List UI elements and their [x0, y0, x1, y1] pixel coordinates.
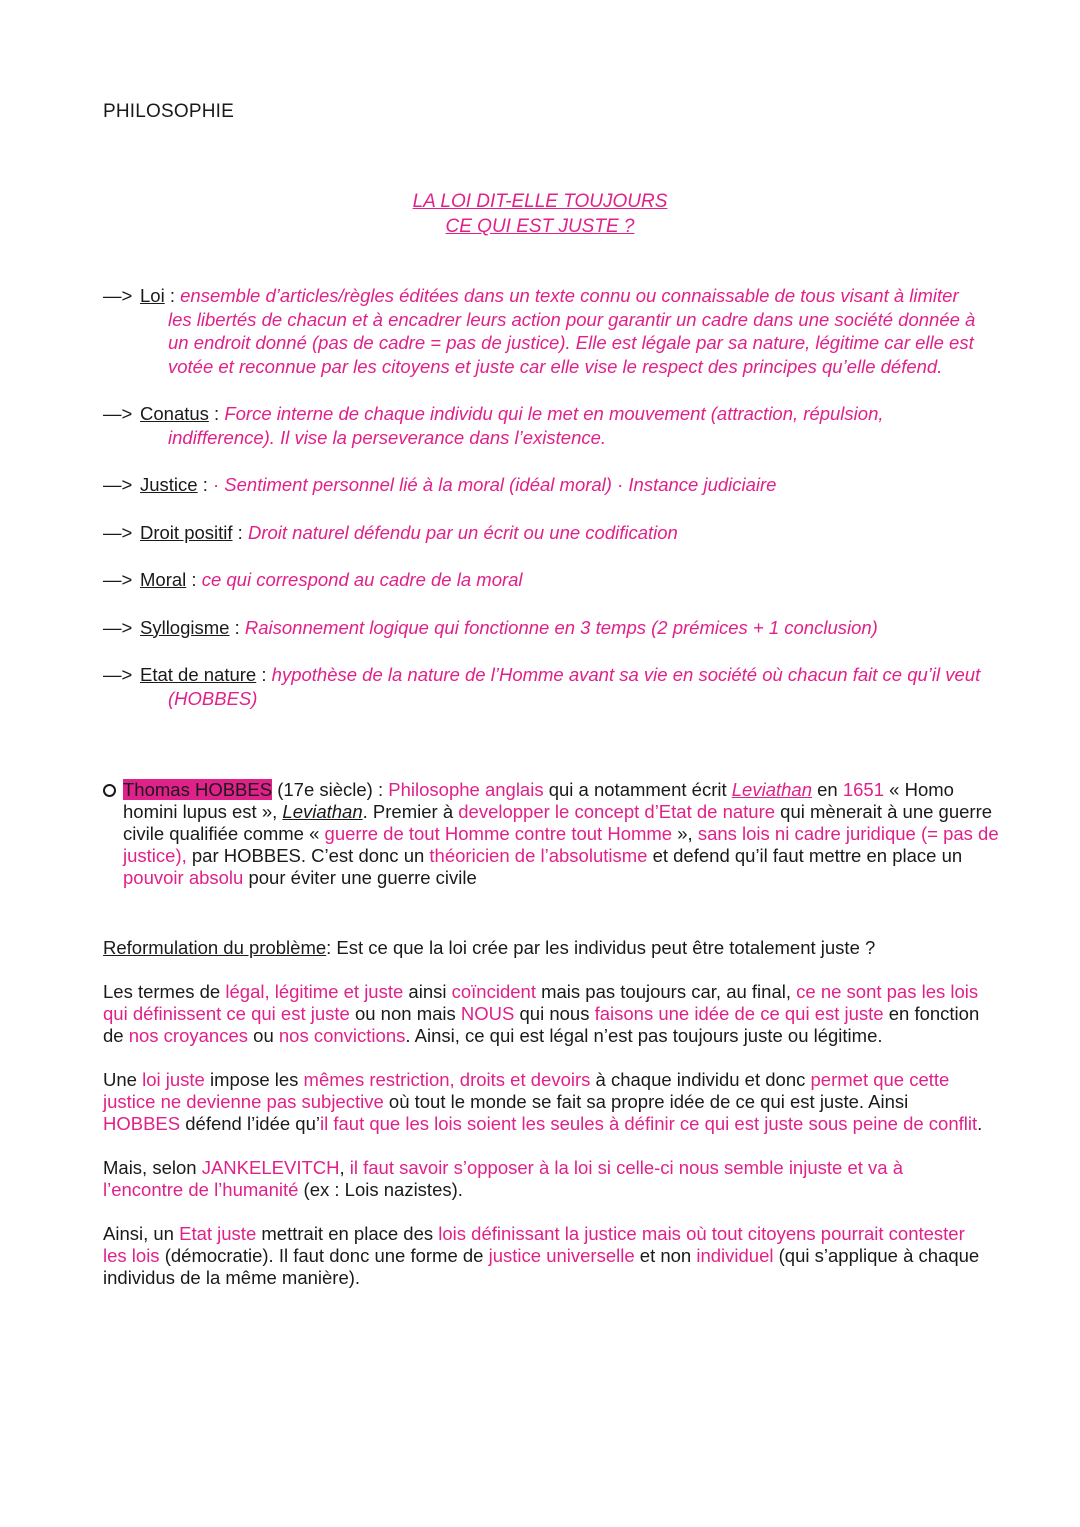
- definition-text: ensemble d’articles/règles éditées dans un texte connu ou connaissable de tous visant à limiter les libertés de chacun et à encadrer leurs action pour garantir un cadre dans une société donnée à un endroit donné (pas de cadre = pas de justice). Elle est légale par sa nature, légitime car elle est votée et reconnue par les citoyens et juste car elle vise le respect des principes qu’elle défend.: [168, 285, 976, 377]
- reformulation: Reformulation du problème: Est ce que la loi crée par les individus peut être totalement juste ?: [103, 937, 876, 958]
- work-title: Leviathan: [282, 801, 363, 822]
- body-text: [103, 937, 983, 1311]
- hobbes-section: Thomas HOBBES (17e siècle) : Philosophe anglais qui a notamment écrit Leviathan en 1651 « Homo homini lupus est », Leviathan. Premier à developper le concept d’Etat de nature qui mènerait à une guerre civile qualifiée comme « guerre de tout Homme contre tout Homme », sans lois ni cadre juridique (= pas de justice), par HOBBES. C’est donc un théoricien de l’absolutisme et defend qu’il faut mettre en place un pouvoir absolu pour éviter une guerre civile: [103, 779, 1003, 889]
- definition-text: Force interne de chaque individu qui le met en mouvement (attraction, répulsion, indifference). Il vise la perseverance dans l’existence.: [168, 403, 884, 448]
- definition-loi: —> Loi : ensemble d’articles/règles éditées dans un texte connu ou connaissable de tous visant à limiter les libertés de chacun et à encadrer leurs action pour garantir un cadre dans une société donnée à un endroit donné (pas de cadre = pas de justice). Elle est légale par sa nature, légitime car elle est votée et reconnue par les citoyens et juste car elle vise le respect des principes qu’elle défend.: [103, 285, 976, 377]
- hobbes-name: Thomas HOBBES: [123, 779, 273, 800]
- definition-text: hypothèse de la nature de l’Homme avant sa vie en société où chacun fait ce qu’il veut (HOBBES): [168, 664, 981, 709]
- definition-term: Loi: [140, 285, 165, 306]
- arrow-icon: —>: [103, 285, 133, 306]
- definition-term: Justice: [140, 474, 198, 495]
- hobbes-quote: « Homo homini lupus est »,: [123, 779, 954, 822]
- definition-etat-de-nature: —> Etat de nature : hypothèse de la nature de l’Homme avant sa vie en société où chacun fait ce qu’il veut (HOBBES): [103, 664, 981, 709]
- arrow-icon: —>: [103, 616, 133, 638]
- definition-droit-positif: —> Droit positif : Droit naturel défendu par un écrit ou une codification: [103, 521, 678, 543]
- definition-conatus: —> Conatus : Force interne de chaque individu qui le met en mouvement (attraction, répulsion, indifference). Il vise la perseverance dans l’existence.: [103, 403, 884, 448]
- document-title: [0, 189, 1080, 239]
- definition-text: · Sentiment personnel lié à la moral (idéal moral) · Instance judiciaire: [213, 474, 777, 495]
- definition-moral: —> Moral : ce qui correspond au cadre de la moral: [103, 569, 523, 590]
- arrow-icon: —>: [103, 569, 133, 590]
- arrow-icon: —>: [103, 403, 133, 424]
- definition-term: Syllogisme: [140, 616, 230, 638]
- paragraph-1: Les termes de légal, légitime et juste ainsi coïncident mais pas toujours car, au final, ce ne sont pas les lois qui définissent ce qui est juste ou non mais NOUS qui nous faisons une idée de ce qui est juste en fonction de nos croyances ou nos convictions. Ainsi, ce qui est légal n’est pas toujours juste ou légitime.: [103, 981, 980, 1046]
- definition-justice: —> Justice : · Sentiment personnel lié à la moral (idéal moral) · Instance judiciaire: [103, 474, 777, 495]
- definition-text: Raisonnement logique qui fonctionne en 3 temps (2 prémices + 1 conclusion): [244, 616, 878, 638]
- title-line-1: LA LOI DIT-ELLE TOUJOURS: [412, 191, 668, 212]
- circle-bullet-icon: [103, 784, 116, 797]
- paragraph-4: Ainsi, un Etat juste mettrait en place des lois définissant la justice mais où tout citoyens pourrait contester les lois (démocratie). Il faut donc une forme de justice universelle et non individuel (qui s’applique à chaque individus de la même manière).: [103, 1223, 980, 1288]
- definition-term: Droit positif: [140, 521, 233, 543]
- paragraph-3: Mais, selon JANKELEVITCH, il faut savoir s’opposer à la loi si celle-ci nous semble injuste et va à l’encontre de l’humanité (ex : Lois nazistes).: [103, 1157, 903, 1200]
- page-header: PHILOSOPHIE: [103, 101, 235, 122]
- definition-term: Etat de nature: [140, 664, 257, 685]
- definitions-list: [103, 284, 983, 734]
- definition-text: ce qui correspond au cadre de la moral: [201, 569, 523, 590]
- title-line-2: CE QUI EST JUSTE ?: [445, 216, 635, 237]
- definition-term: Conatus: [140, 403, 209, 424]
- reformulation-label: Reformulation du problème: [103, 937, 327, 958]
- arrow-icon: —>: [103, 474, 133, 495]
- definition-term: Moral: [140, 569, 187, 590]
- work-title: Leviathan: [731, 779, 812, 800]
- definition-syllogisme: —> Syllogisme : Raisonnement logique qui fonctionne en 3 temps (2 prémices + 1 conclusion): [103, 616, 878, 638]
- arrow-icon: —>: [103, 521, 133, 543]
- paragraph-2: Une loi juste impose les mêmes restriction, droits et devoirs à chaque individu et donc permet que cette justice ne devienne pas subjective où tout le monde se fait sa propre idée de ce qui est juste. Ainsi HOBBES défend l’idée qu’il faut que les lois soient les seules à définir ce qui est juste sous peine de conflit.: [103, 1069, 983, 1134]
- arrow-icon: —>: [103, 664, 133, 685]
- definition-text: Droit naturel défendu par un écrit ou une codification: [247, 521, 678, 543]
